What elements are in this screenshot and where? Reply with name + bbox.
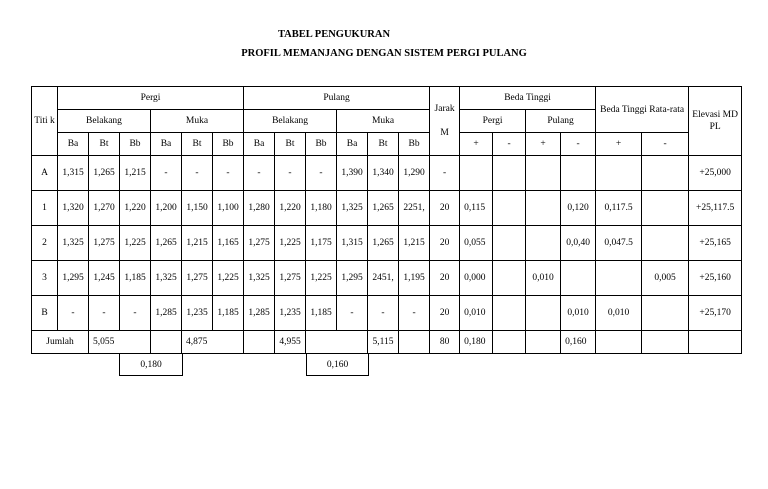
cell	[642, 331, 689, 354]
cell: 1,320	[58, 191, 89, 226]
header-beda-tinggi: Beda Tinggi	[460, 87, 596, 110]
measurement-table	[31, 86, 742, 354]
cell-bp-plus: 0,115	[460, 191, 493, 226]
cell: 1,235	[182, 296, 213, 331]
header-minus: -	[493, 133, 526, 156]
cell: -	[213, 156, 244, 191]
jumlah-muka-pulang: 5,115	[368, 331, 399, 354]
cell: 1,215	[399, 226, 430, 261]
cell: 1,265	[368, 191, 399, 226]
cell	[689, 331, 742, 354]
cell: 1,225	[275, 226, 306, 261]
header-belakang-pergi: Belakang	[58, 110, 151, 133]
cell	[151, 331, 182, 354]
cell: 1,285	[244, 296, 275, 331]
cell: 1,280	[244, 191, 275, 226]
header-ba: Ba	[58, 133, 89, 156]
cell: 1,275	[182, 261, 213, 296]
cell-elevasi: +25,165	[689, 226, 742, 261]
cell-jarak: 20	[430, 296, 460, 331]
header-bt-pulang: Pulang	[526, 110, 596, 133]
table-row	[32, 261, 742, 296]
header-bb: Bb	[399, 133, 430, 156]
cell: 1,100	[213, 191, 244, 226]
table-row	[32, 296, 742, 331]
cell: 2251,	[399, 191, 430, 226]
cell	[526, 331, 561, 354]
cell-bp-minus	[493, 226, 526, 261]
cell-r-minus	[642, 191, 689, 226]
cell	[493, 331, 526, 354]
cell-jarak: 20	[430, 226, 460, 261]
cell-bp-minus	[493, 296, 526, 331]
cell-titik: 1	[32, 191, 58, 226]
cell-bpl-plus	[526, 226, 561, 261]
header-plus: +	[596, 133, 642, 156]
cell: 1,275	[244, 226, 275, 261]
header-titik: Titi k	[32, 87, 58, 156]
cell-r-minus: 0,005	[642, 261, 689, 296]
cell-bpl-minus: 0,120	[561, 191, 596, 226]
header-ba: Ba	[151, 133, 182, 156]
cell: 1,245	[89, 261, 120, 296]
header-ba: Ba	[337, 133, 368, 156]
jumlah-bpl-minus: 0,160	[561, 331, 596, 354]
header-bt: Bt	[275, 133, 306, 156]
cell: 1,295	[58, 261, 89, 296]
header-bb: Bb	[213, 133, 244, 156]
cell-r-plus	[596, 156, 642, 191]
cell: 1,285	[151, 296, 182, 331]
cell: 1,290	[399, 156, 430, 191]
cell-jarak: 20	[430, 191, 460, 226]
table-row	[32, 156, 742, 191]
cell: 1,340	[368, 156, 399, 191]
cell: -	[275, 156, 306, 191]
cell: 1,265	[151, 226, 182, 261]
header-bb: Bb	[306, 133, 337, 156]
header-pergi: Pergi	[58, 87, 244, 110]
jumlah-label: Jumlah	[32, 331, 89, 354]
table-row	[32, 226, 742, 261]
cell: 1,390	[337, 156, 368, 191]
cell-bpl-minus	[561, 261, 596, 296]
cell: 1,195	[399, 261, 430, 296]
cell: 1,165	[213, 226, 244, 261]
cell: -	[244, 156, 275, 191]
cell: -	[306, 156, 337, 191]
header-jarak: Jarak M	[430, 87, 460, 156]
cell-elevasi: +25,117.5	[689, 191, 742, 226]
cell: 1,180	[306, 191, 337, 226]
cell-bpl-plus	[526, 191, 561, 226]
header-belakang-pulang: Belakang	[244, 110, 337, 133]
cell-jarak: -	[430, 156, 460, 191]
cell: 1,325	[151, 261, 182, 296]
cell: -	[182, 156, 213, 191]
cell-bp-plus: 0,010	[460, 296, 493, 331]
cell-bp-minus	[493, 261, 526, 296]
cell: 1,175	[306, 226, 337, 261]
jumlah-belakang-pergi: 5,055	[89, 331, 151, 354]
cell-r-minus	[642, 226, 689, 261]
jumlah-bp-plus: 0,180	[460, 331, 493, 354]
cell-r-plus: 0,117.5	[596, 191, 642, 226]
selisih-pulang: 0,160	[306, 354, 369, 376]
cell-titik: 2	[32, 226, 58, 261]
cell	[306, 331, 368, 354]
cell: 1,185	[120, 261, 151, 296]
jumlah-muka-pergi: 4,875	[182, 331, 244, 354]
cell-elevasi: +25,160	[689, 261, 742, 296]
header-muka-pulang: Muka	[337, 110, 430, 133]
header-bt: Bt	[89, 133, 120, 156]
cell-r-plus	[596, 261, 642, 296]
cell-bp-plus	[460, 156, 493, 191]
cell: 1,150	[182, 191, 213, 226]
cell-bp-minus	[493, 156, 526, 191]
header-plus: +	[460, 133, 493, 156]
cell-titik: A	[32, 156, 58, 191]
cell: -	[151, 156, 182, 191]
cell: 1,275	[275, 261, 306, 296]
cell: 1,225	[306, 261, 337, 296]
header-bb: Bb	[120, 133, 151, 156]
header-ba: Ba	[244, 133, 275, 156]
header-bt: Bt	[182, 133, 213, 156]
cell	[399, 331, 430, 354]
cell-bpl-minus: 0,0,40	[561, 226, 596, 261]
cell-r-minus	[642, 296, 689, 331]
cell-bpl-minus	[561, 156, 596, 191]
cell: 1,295	[337, 261, 368, 296]
cell	[244, 331, 275, 354]
cell-titik: B	[32, 296, 58, 331]
cell: 1,185	[306, 296, 337, 331]
cell: 1,225	[120, 226, 151, 261]
cell: 1,185	[213, 296, 244, 331]
cell: 1,215	[182, 226, 213, 261]
cell-bpl-minus: 0,010	[561, 296, 596, 331]
header-bt-pergi: Pergi	[460, 110, 526, 133]
header-minus: -	[642, 133, 689, 156]
cell: -	[58, 296, 89, 331]
cell: 1,265	[368, 226, 399, 261]
cell-bp-minus	[493, 191, 526, 226]
header-beda-tinggi-rata: Beda Tinggi Rata-rata	[596, 87, 689, 133]
cell: 1,220	[275, 191, 306, 226]
cell: 2451,	[368, 261, 399, 296]
cell: 1,270	[89, 191, 120, 226]
jumlah-belakang-pulang: 4,955	[275, 331, 306, 354]
cell: 1,325	[337, 191, 368, 226]
cell-elevasi: +25,170	[689, 296, 742, 331]
cell: 1,220	[120, 191, 151, 226]
cell: 1,315	[58, 156, 89, 191]
selisih-pergi: 0,180	[119, 354, 183, 376]
jumlah-row	[32, 331, 742, 354]
header-minus: -	[561, 133, 596, 156]
cell: -	[337, 296, 368, 331]
cell: 1,235	[275, 296, 306, 331]
cell-titik: 3	[32, 261, 58, 296]
cell: 1,215	[120, 156, 151, 191]
cell: 1,325	[244, 261, 275, 296]
cell: -	[120, 296, 151, 331]
cell-jarak: 20	[430, 261, 460, 296]
header-bt: Bt	[368, 133, 399, 156]
cell-bpl-plus	[526, 296, 561, 331]
table-row	[32, 191, 742, 226]
cell-bp-plus: 0,055	[460, 226, 493, 261]
header-elevasi: Elevasi MDPL	[689, 87, 742, 156]
table-title: TABEL PENGUKURAN	[277, 29, 391, 40]
cell: -	[89, 296, 120, 331]
cell	[596, 331, 642, 354]
cell: 1,225	[213, 261, 244, 296]
header-pulang: Pulang	[244, 87, 430, 110]
cell: 1,200	[151, 191, 182, 226]
cell-r-plus: 0,047.5	[596, 226, 642, 261]
cell-bpl-plus	[526, 156, 561, 191]
cell-elevasi: +25,000	[689, 156, 742, 191]
cell: 1,325	[58, 226, 89, 261]
table-subtitle: PROFIL MEMANJANG DENGAN SISTEM PERGI PULANG	[241, 48, 527, 59]
cell: 1,275	[89, 226, 120, 261]
cell-r-plus: 0,010	[596, 296, 642, 331]
cell: -	[368, 296, 399, 331]
cell: -	[399, 296, 430, 331]
header-plus: +	[526, 133, 561, 156]
cell-bp-plus: 0,000	[460, 261, 493, 296]
cell: 1,315	[337, 226, 368, 261]
cell: 1,265	[89, 156, 120, 191]
cell-r-minus	[642, 156, 689, 191]
header-muka-pergi: Muka	[151, 110, 244, 133]
cell-bpl-plus: 0,010	[526, 261, 561, 296]
jumlah-jarak: 80	[430, 331, 460, 354]
